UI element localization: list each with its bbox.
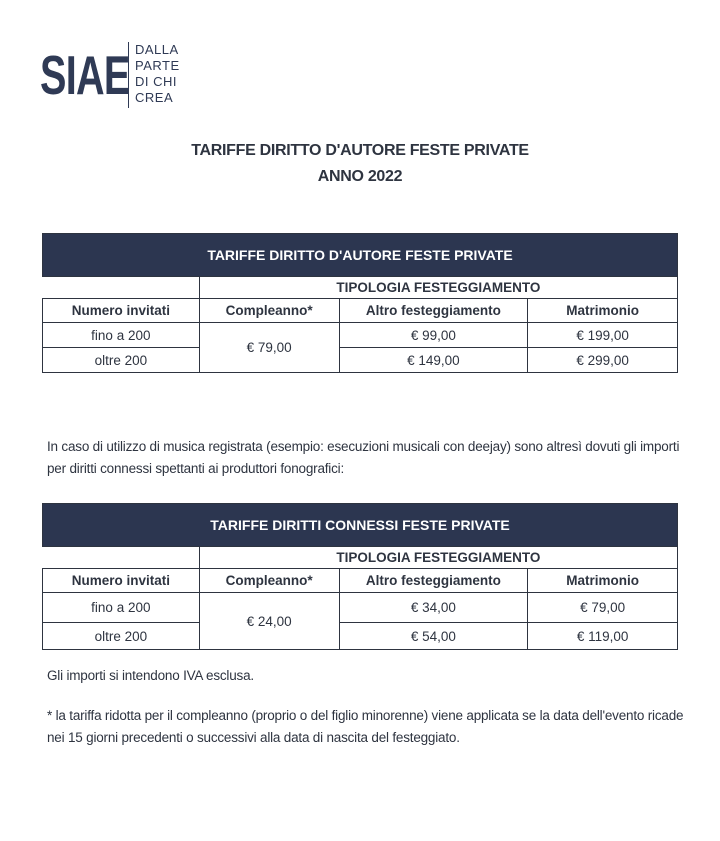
group-header: TIPOLOGIA FESTEGGIAMENTO (199, 277, 677, 299)
empty-cell (43, 277, 200, 299)
logo-tagline (128, 42, 180, 108)
intro-paragraph (47, 436, 687, 480)
footnote (47, 705, 687, 749)
cell-invitati: oltre 200 (43, 623, 200, 650)
table-banner: TARIFFE DIRITTO D'AUTORE FESTE PRIVATE (43, 234, 678, 277)
title-line-1: TARIFFE DIRITTO D'AUTORE FESTE PRIVATE (191, 142, 529, 159)
cell-matrimonio: € 119,00 (528, 623, 678, 650)
logo-mark: SIAE (40, 44, 130, 106)
footnote-line: * la tariffa ridotta per il compleanno (proprio o del figlio minorenne) viene applicata se la data dell'evento ricade (47, 708, 684, 723)
cell-matrimonio: € 79,00 (528, 593, 678, 623)
column-header: Matrimonio (528, 569, 678, 593)
cell-altro: € 34,00 (339, 593, 528, 623)
tagline-line: CREA (135, 90, 174, 105)
footnote-line: nei 15 giorni precedenti o successivi alla data di nascita del festeggiato. (47, 730, 460, 745)
tagline-line: DALLA (135, 42, 179, 57)
cell-altro: € 99,00 (339, 323, 528, 348)
column-header: Matrimonio (528, 299, 678, 323)
cell-invitati: fino a 200 (43, 593, 200, 623)
group-header: TIPOLOGIA FESTEGGIAMENTO (199, 547, 677, 569)
cell-matrimonio: € 299,00 (528, 348, 678, 373)
tariff-table-related-rights (42, 503, 678, 650)
table-row (43, 348, 678, 373)
cell-altro: € 149,00 (339, 348, 528, 373)
table-row (43, 593, 678, 623)
siae-logo (40, 42, 180, 108)
page-title (0, 138, 720, 190)
cell-invitati: oltre 200 (43, 348, 200, 373)
paragraph-line: In caso di utilizzo di musica registrata (esempio: esecuzioni musicali con deejay) sono altresì dovuti gli importi (47, 439, 680, 454)
title-line-2: ANNO 2022 (317, 168, 403, 185)
cell-invitati: fino a 200 (43, 323, 200, 348)
tagline-line: DI CHI (135, 74, 177, 89)
tariff-table-author-rights (42, 233, 678, 373)
column-header: Numero invitati (43, 299, 200, 323)
column-header: Numero invitati (43, 569, 200, 593)
table-row (43, 323, 678, 348)
empty-cell (43, 547, 200, 569)
column-header: Altro festeggiamento (339, 299, 528, 323)
cell-compleanno: € 24,00 (199, 593, 339, 650)
column-header: Compleanno* (199, 569, 339, 593)
table-row (43, 623, 678, 650)
paragraph-line: per diritti connessi spettanti ai produttori fonografici: (47, 461, 345, 476)
column-header: Compleanno* (199, 299, 339, 323)
tagline-line: PARTE (135, 58, 180, 73)
iva-note: Gli importi si intendono IVA esclusa. (47, 668, 254, 683)
column-header: Altro festeggiamento (339, 569, 528, 593)
cell-altro: € 54,00 (339, 623, 528, 650)
cell-matrimonio: € 199,00 (528, 323, 678, 348)
table-banner: TARIFFE DIRITTI CONNESSI FESTE PRIVATE (43, 504, 678, 547)
cell-compleanno: € 79,00 (199, 323, 339, 373)
